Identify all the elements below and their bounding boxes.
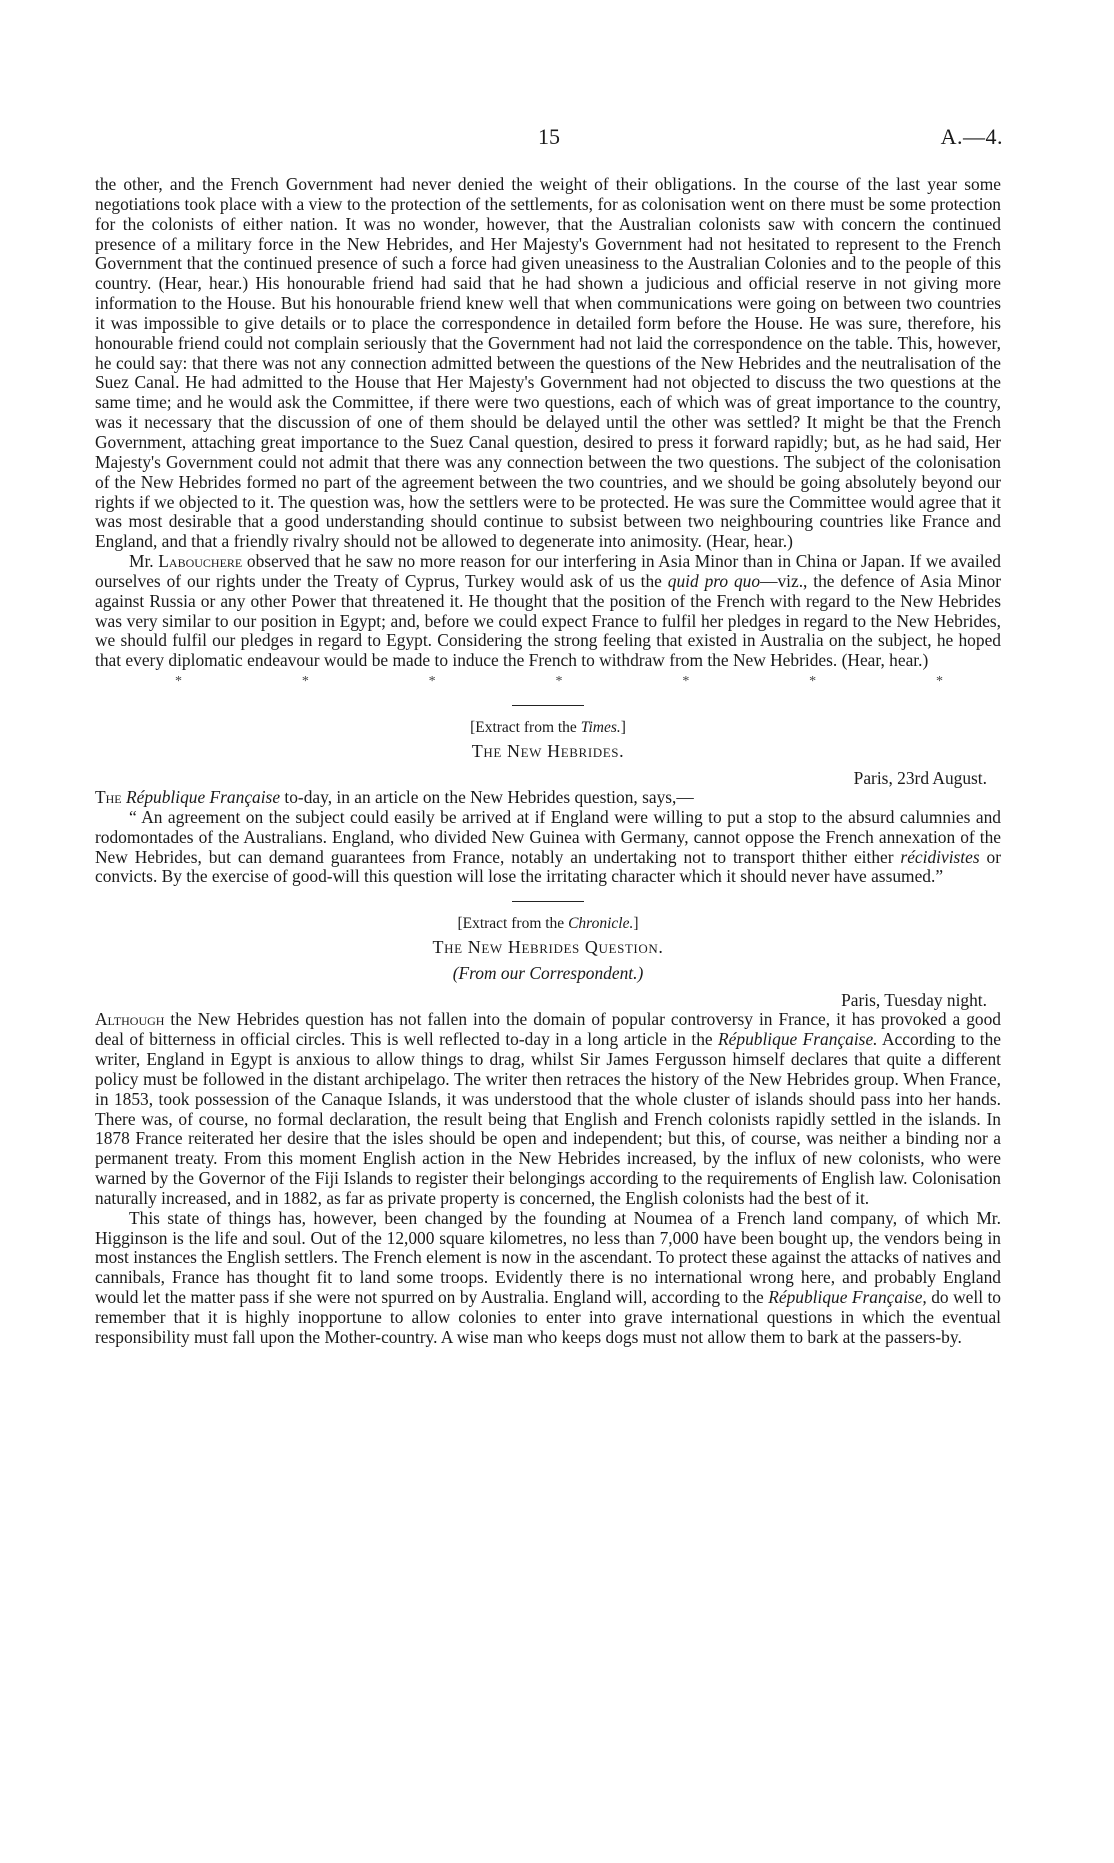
- chronicle-lead-word: Although: [95, 1009, 165, 1030]
- debate-paragraph-2: [95, 552, 1001, 671]
- debate-paragraph-2-text-b: —viz., the defence of Asia Minor against Russia or any other Power that threatened it. He thought that the position of the French with regard to the New Hebrides was very similar to our position in Egypt; and, before we could expect France to fulfil her pledges in regard to the New Hebrides, we should fulfil our pledges in regard to Egypt. Considering the strong feeling that existed in Australia on the subject, he hoped that every diplomatic endeavour would be made to induce the French to withdraw from the New Hebrides. (Hear, hear.): [95, 570, 1002, 671]
- speaker-prefix: Mr.: [129, 551, 159, 572]
- times-quote-text-b: or convicts. By the exercise of good-will this question will lose the irritating character which it should never have assumed.”: [95, 846, 1001, 887]
- chronicle-byline: (From our Correspondent.): [452, 963, 644, 984]
- chronicle-label-source: Chronicle.: [568, 915, 634, 933]
- chronicle-dateline: Paris, Tuesday night.: [841, 990, 987, 1011]
- asterisk: *: [682, 674, 690, 690]
- chronicle-label-suffix: ]: [633, 915, 639, 933]
- times-extract-label: [95, 718, 1001, 738]
- section-break-asterisks: [95, 673, 1001, 691]
- publication-name: République Française: [125, 787, 281, 808]
- times-quote-paragraph: [95, 808, 1001, 887]
- document-code: A.—4.: [940, 124, 1003, 149]
- times-intro-paragraph: [95, 788, 1001, 808]
- divider-rule: [512, 705, 584, 706]
- chronicle-paragraph-1: [95, 1010, 1001, 1208]
- page-body: [95, 175, 1001, 1348]
- latin-phrase: quid pro quo: [667, 570, 761, 591]
- asterisk: *: [175, 674, 182, 690]
- chronicle-label-prefix: [Extract from the: [457, 915, 569, 933]
- page-number: 15: [538, 124, 560, 149]
- times-intro-lead: The: [95, 787, 122, 808]
- chronicle-paragraph-2-text-a: This state of things has, however, been changed by the founding at Noumea of a French land company, of which Mr. Higginson is the life and soul. Out of the 12,000 square kilometres, no less than 7,000 have been bought up, the vendors being in most instances the English settlers. The French element is now in the ascendant. To protect these against the attacks of natives and cannibals, France has thought fit to land some troops. Evidently there is no international wrong here, and probably England would let the matter pass if she were not spurred on by Australia. England will, according to the: [95, 1207, 1001, 1308]
- chronicle-paragraph-2: [95, 1209, 1001, 1348]
- asterisk: *: [809, 674, 817, 690]
- debate-paragraph-2-text-a: observed that he saw no more reason for our interfering in Asia Minor than in China or Japan. If we availed ourselves of our rights under the Treaty of Cyprus, Turkey would ask of us the: [95, 551, 1001, 591]
- chronicle-article-title: The New Hebrides Question.: [432, 937, 664, 958]
- asterisk: *: [301, 674, 309, 690]
- publication-name: République Française,: [768, 1287, 927, 1308]
- divider-rule: [512, 901, 584, 902]
- italic-term: récidivistes: [900, 846, 980, 867]
- chronicle-paragraph-2-text-b: do well to remember that it is highly inopportune to allow colonies to enter into grave international questions in which the eventual responsibility must fall upon the Mother-country. A wise man who keeps dogs must not allow them to bark at the passers-by.: [95, 1287, 1002, 1347]
- times-label-suffix: ]: [620, 719, 626, 737]
- times-quote-text-a: “ An agreement on the subject could easily be arrived at if England were willing to put a stop to the absurd calumnies and rodomontades of the Australians. England, who divided New Guinea with Germany, cannot oppose the French annexation of the New Hebrides, but can demand guarantees from France, notably an undertaking not to transport thither either: [95, 806, 1001, 867]
- asterisk: *: [935, 674, 943, 690]
- debate-paragraph-1: the other, and the French Government had never denied the weight of their obligations. In the course of the last year some negotiations took place with a view to the protection of the settlements, for as colonisation went on there must be some protection for the colonists of either nation. It was no wonder, however, that the Australian colonists saw with concern the continued presence of a military force in the New Hebrides, and Her Majesty's Government had not hesitated to represent to the French Government that the continued presence of such a force had given uneasiness to the Australian Colonies and to the people of this country. (Hear, hear.) His honourable friend had said that he had shown a judicious and official reserve in not giving more information to the House. But his honourable friend knew well that when communications were going on between two countries it was impossible to give details or to place the correspondence in detailed form before the House. He was sure, therefore, his honourable friend could not complain seriously that the Government had not laid the correspondence on the table. This, however, he could say: that there was not any connection admitted between the questions of the New Hebrides and the neutralisation of the Suez Canal. He had admitted to the House that Her Majesty's Government had not objected to discuss the two questions at the same time; and he would ask the Committee, if there were two questions, each of which was of great importance to the country, was it necessary that the discussion of one of them should be delayed until the other was settled? It might be that the French Government, attaching great importance to the Suez Canal question, desired to press it forward rapidly; but, as he had said, Her Majesty's Government could not admit that there was any connection between the two questions. The subject of the colonisation of the New Hebrides formed no part of the agreement between the two countries, and we should be going absolutely beyond our rights if we objected to it. The question was, how the settlers were to be protected. He was sure the Committee would agree that it was most desirable that a good understanding should continue to subsist between two neighbouring countries like France and England, and that a friendly rivalry should not be allowed to degenerate into animosity. (Hear, hear.): [95, 174, 1001, 552]
- times-label-source: Times.: [580, 719, 621, 737]
- times-intro-rest: to-day, in an article on the New Hebrides question, says,—: [280, 787, 694, 808]
- times-article-title: The New Hebrides.: [471, 741, 625, 762]
- chronicle-paragraph-1-text-a: the New Hebrides question has not fallen into the domain of popular controversy in France, it has provoked a good deal of bitterness in official circles. This is well reflected to-day in a long article in the: [95, 1009, 1001, 1050]
- page-header: [95, 124, 1003, 154]
- times-label-prefix: [Extract from the: [470, 719, 581, 737]
- publication-name: République Française.: [718, 1029, 878, 1050]
- speaker-name: Labouchere: [158, 551, 243, 572]
- asterisk: *: [428, 674, 436, 690]
- chronicle-extract-label: [95, 914, 1001, 934]
- times-dateline: Paris, 23rd August.: [853, 768, 987, 789]
- chronicle-paragraph-1-text-b: According to the writer, England in Egypt is anxious to allow things to drag, whilst Sir James Fergusson himself declares that quite a different policy must be followed in the distant archipelago. The writer then retraces the history of the New Hebrides group. When France, in 1853, took possession of the Canaque Islands, it was understood that the whole cluster of islands should pass into her hands. There was, of course, no formal declaration, the result being that English and French colonists rapidly settled in the islands. In 1878 France reiterated her desire that the isles should be open and independent; but this, of course, was neither a binding nor a permanent treaty. From this moment English action in the New Hebrides increased, by the influx of new colonists, who were warned by the Governor of the Fiji Islands to register their belongings according to the requirements of English law. Colonisation naturally increased, and in 1882, as far as private property is concerned, the English colonists had the best of it.: [95, 1029, 1001, 1208]
- asterisk: *: [555, 674, 563, 690]
